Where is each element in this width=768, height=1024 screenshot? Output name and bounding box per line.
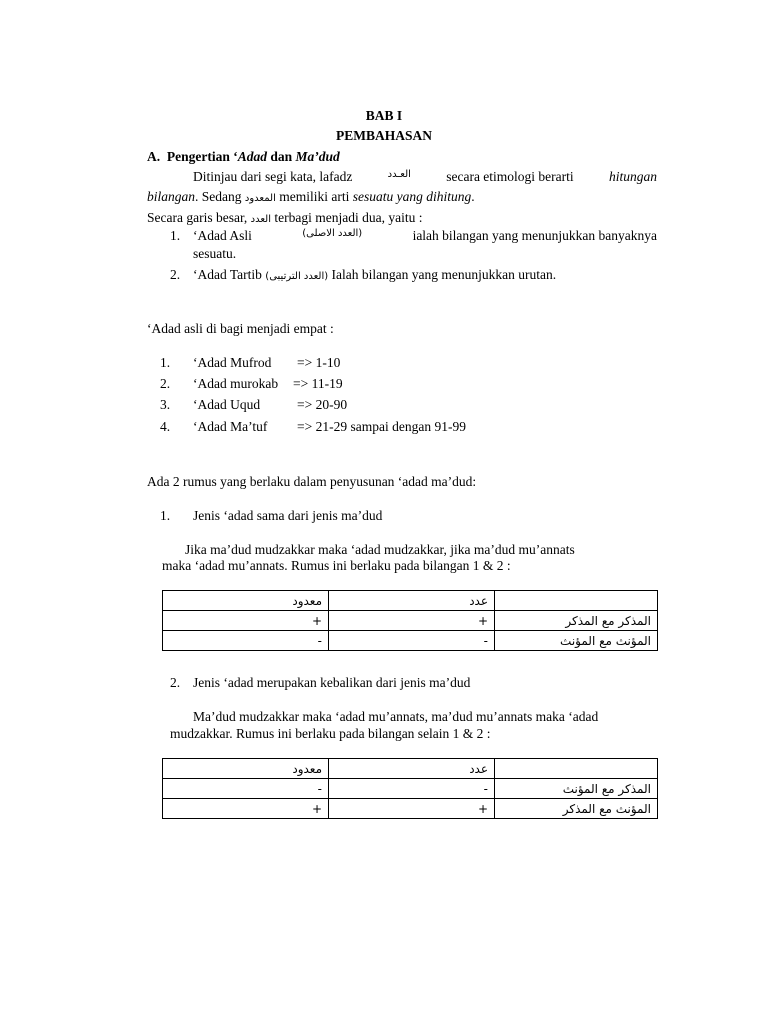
para1-text-c: hitungan — [608, 169, 657, 184]
para1-text-sedang: . Sedang — [195, 189, 242, 204]
type2-line — [193, 267, 556, 283]
table-2-r2-madud: + — [163, 799, 329, 819]
rumus-intro: Ada 2 rumus yang berlaku dalam penyusunan ‘adad ma’dud: — [147, 474, 477, 489]
table-2-row-1 — [163, 779, 658, 799]
para1-arabic-madud: المعدود — [244, 193, 276, 204]
table-1-r1-label: المذكر مع المذكر — [495, 611, 658, 631]
table-1-r2-adad: - — [329, 631, 495, 651]
type1-arabic: (العدد الاصلى) — [302, 228, 363, 239]
type1-desc: ialah bilangan yang menunjukkan banyaknya — [412, 228, 657, 243]
table-1-r2-label: المؤنث مع المؤنث — [495, 631, 658, 651]
asli-intro: ‘Adad asli di bagi menjadi empat : — [147, 321, 334, 336]
type2-num: 2. — [170, 267, 181, 282]
type1-name: ‘Adad Asli — [193, 228, 252, 243]
type2-desc: Ialah bilangan yang menunjukkan urutan. — [331, 267, 557, 282]
asli-item-1-name: ‘Adad Mufrod — [193, 355, 272, 370]
para2-line — [147, 210, 422, 226]
table-1-header-empty — [495, 591, 658, 611]
asli-item-4-range: => 21-29 sampai dengan 91-99 — [297, 419, 466, 434]
table-2-r1-label: المذكر مع المؤنث — [495, 779, 658, 799]
section-a-heading — [147, 149, 340, 165]
table-2 — [162, 758, 658, 819]
para1-arabic-adad: العـدد — [387, 169, 411, 180]
asli-item-2-name: ‘Adad murokab — [193, 376, 279, 391]
asli-item-2-num: 2. — [160, 376, 171, 391]
table-2-r2-adad: + — [329, 799, 495, 819]
rule2-desc-1: Ma’dud mudzakkar maka ‘adad mu’annats, ma’dud mu’annats maka ‘adad — [193, 709, 599, 724]
asli-item-1-num: 1. — [160, 355, 171, 370]
para1-text-a: Ditinjau dari segi kata, lafadz — [193, 169, 353, 184]
table-2-header-madud: معدود — [163, 759, 329, 779]
asli-item-4-num: 4. — [160, 419, 171, 434]
para1-text-period: . — [471, 189, 475, 204]
rule2-desc-2: mudzakkar. Rumus ini berlaku pada bilangan selain 1 & 2 : — [170, 726, 491, 741]
para1-text-sesuatu: sesuatu yang dihitung — [352, 189, 472, 204]
table-1-header-row — [163, 591, 658, 611]
table-2-header-adad: عدد — [329, 759, 495, 779]
chapter-title: PEMBAHASAN — [335, 128, 432, 143]
table-1-header-adad: عدد — [329, 591, 495, 611]
table-2-header-row — [163, 759, 658, 779]
para1-text-b: secara etimologi berarti — [446, 169, 574, 184]
type1-line — [193, 228, 657, 244]
rule1-num: 1. — [160, 508, 171, 523]
table-2-row-2 — [163, 799, 658, 819]
para1-text-bilangan: bilangan — [147, 189, 196, 204]
rule2-num: 2. — [170, 675, 181, 690]
table-2-header-empty — [495, 759, 658, 779]
table-1-header-madud: معدود — [163, 591, 329, 611]
asli-item-1-range: => 1-10 — [297, 355, 341, 370]
type1-num: 1. — [170, 228, 181, 243]
table-1 — [162, 590, 658, 651]
type1-desc-cont: sesuatu. — [193, 246, 237, 261]
section-a-prefix: A. — [147, 149, 161, 164]
table-2-r1-madud: - — [163, 779, 329, 799]
para2-text-a: Secara garis besar, — [147, 210, 248, 225]
rule1-desc-1: Jika ma’dud mudzakkar maka ‘adad mudzakkar, jika ma’dud mu’annats — [185, 542, 575, 557]
table-1-r1-adad: + — [329, 611, 495, 631]
section-a-title-2: Adad — [237, 149, 267, 164]
table-1-row-1 — [163, 611, 658, 631]
table-1-r1-madud: + — [163, 611, 329, 631]
table-2-r2-label: المؤنث مع المذكر — [495, 799, 658, 819]
rule2-title: Jenis ‘adad merupakan kebalikan dari jenis ma’dud — [193, 675, 471, 690]
table-1-r2-madud: - — [163, 631, 329, 651]
asli-item-2-range: => 11-19 — [293, 376, 343, 391]
rule1-title: Jenis ‘adad sama dari jenis ma’dud — [193, 508, 383, 523]
chapter-label: BAB I — [365, 108, 403, 123]
asli-item-4-name: ‘Adad Ma’tuf — [193, 419, 268, 434]
section-a-title-3: dan — [267, 149, 296, 164]
para1-line2 — [147, 189, 475, 205]
asli-item-3-num: 3. — [160, 397, 171, 412]
asli-item-3-range: => 20-90 — [297, 397, 348, 412]
section-a-title-1: Pengertian ‘ — [166, 149, 238, 164]
table-1-row-2 — [163, 631, 658, 651]
type2-arabic: (العدد الترتيبى) — [265, 271, 329, 282]
para2-arabic: العدد — [250, 214, 272, 225]
type2-name: ‘Adad Tartib — [193, 267, 262, 282]
para2-text-b: terbagi menjadi dua, yaitu : — [274, 210, 423, 225]
asli-item-3-name: ‘Adad Uqud — [193, 397, 261, 412]
section-a-title-4: Ma’dud — [295, 149, 340, 164]
para1-line1 — [193, 169, 657, 185]
rule1-desc-2: maka ‘adad mu’annats. Rumus ini berlaku pada bilangan 1 & 2 : — [162, 558, 511, 573]
para1-text-memiliki: memiliki arti — [279, 189, 350, 204]
table-2-r1-adad: - — [329, 779, 495, 799]
